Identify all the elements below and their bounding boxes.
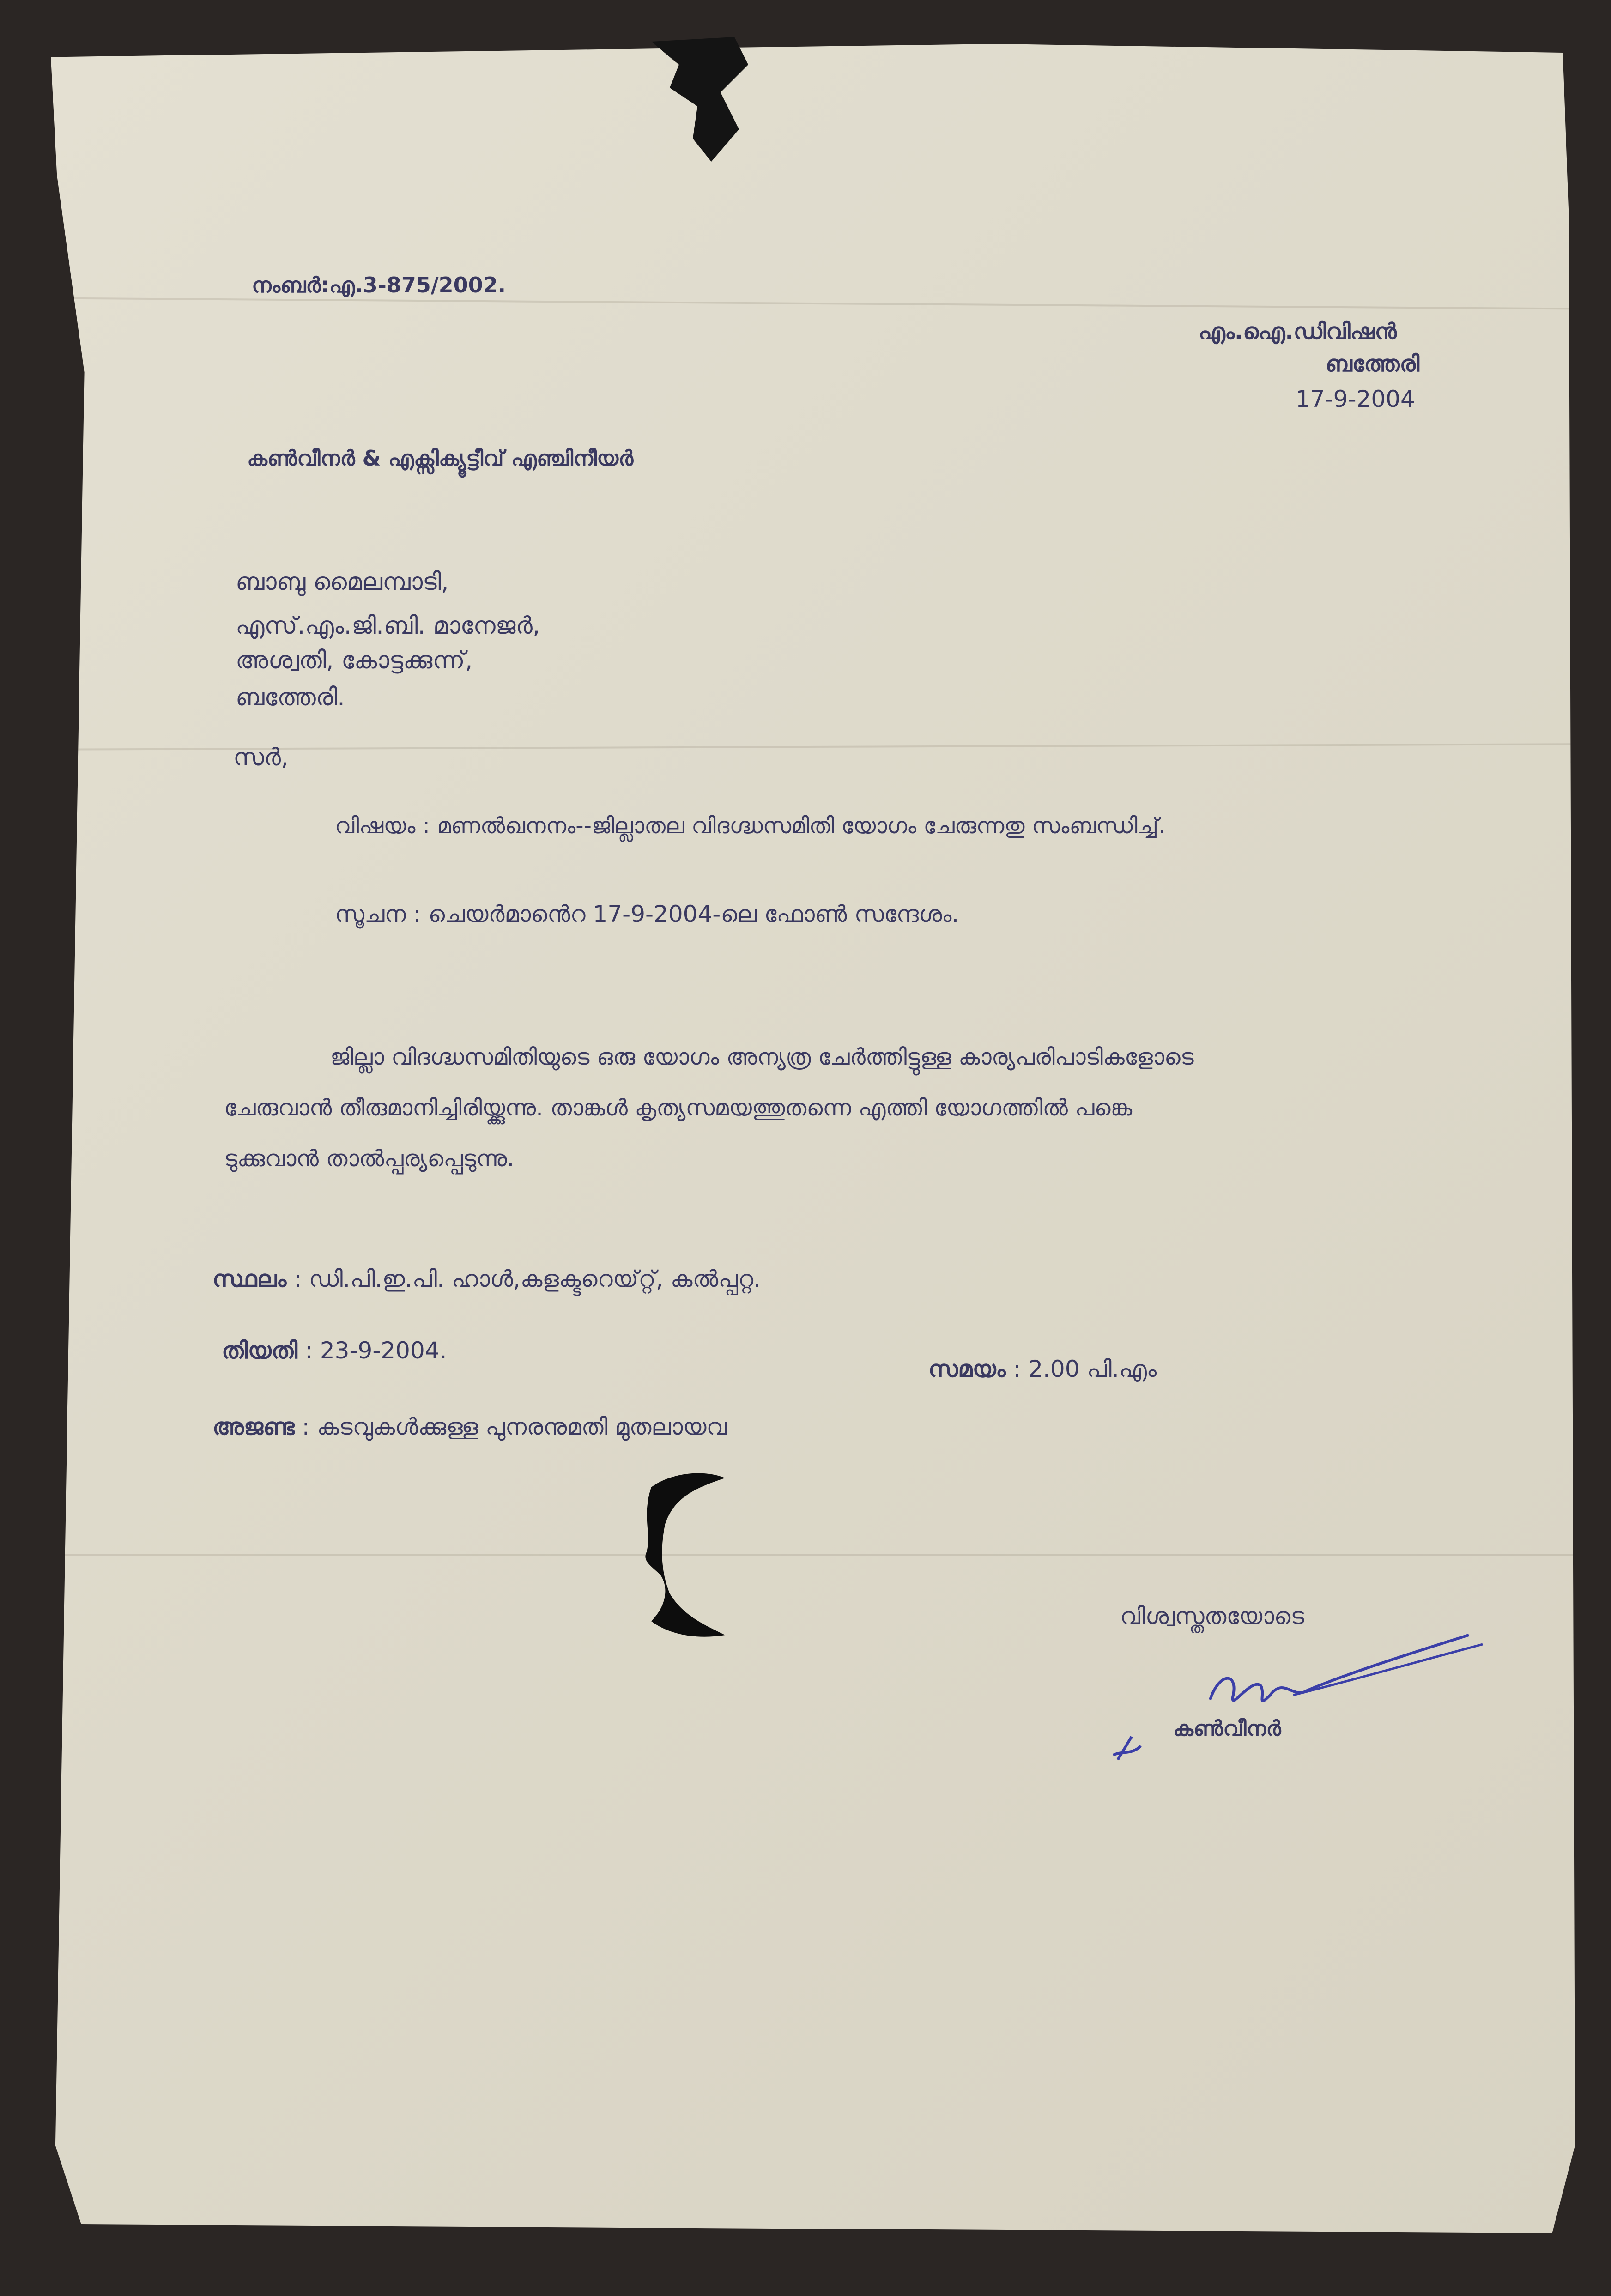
recipient-line: ബാബു മൈലമ്പാടി, [236,568,449,596]
signatory: കൺവീനർ [1173,1716,1281,1741]
venue-line [212,1266,761,1293]
subject-line: വിഷയം : മണൽഖനനം--ജില്ലാതല വിദഗ്ദ്ധസമിതി യോഗം ചേരുന്നതു സംബന്ധിച്ച്. [335,813,1166,839]
salutation: സർ, [233,744,289,771]
punch-hole [633,1469,734,1644]
body-line: ജില്ലാ വിദഗ്ദ്ധസമിതിയുടെ ഒരു യോഗം അന്യത്ര ചേർത്തിട്ടുള്ള കാര്യപരിപാടികളോടെ [330,1044,1194,1070]
recipient-line: അശ്വതി, കോട്ടക്കുന്ന്, [236,647,473,674]
date-label: തിയതി [222,1337,298,1364]
recipient-line: എസ്.എം.ജി.ബി. മാനേജർ, [236,612,540,640]
venue-label: സ്ഥലം [212,1266,287,1292]
torn-hole [642,37,762,166]
recipient-line: ബത്തേരി. [236,684,345,711]
date-value: : 23-9-2004. [305,1337,447,1364]
venue-value: : ഡി.പി.ഇ.പി. ഹാൾ,കളക്ടറെയ്റ്റ്, കൽപ്പറ്റ. [294,1266,761,1292]
time-label: സമയം [928,1356,1006,1382]
office-place: ബത്തേരി [1326,351,1420,377]
body-line: ടുക്കുവാൻ താൽപ്പര്യപ്പെടുന്നു. [224,1145,515,1172]
signature [1099,1621,1492,1792]
sender-title: കൺവീനർ & എക്സിക്യൂട്ടീവ് എഞ്ചിനീയർ [247,446,634,471]
agenda-value: : കടവുകൾക്കുള്ള പുനരനുമതി മുതലായവ [302,1413,727,1440]
reference-line: സൂചന : ചെയർമാൻെറ 17-9-2004-ലെ ഫോൺ സന്ദേശം. [335,901,959,927]
closing: വിശ്വസ്തതയോടെ [1120,1603,1304,1630]
agenda-label: അജണ്ട [212,1413,295,1440]
paper-crease [51,297,1575,309]
agenda-line [212,1413,727,1441]
office-name: എം.ഐ.ഡിവിഷൻ [1199,319,1397,345]
body-line: ചേരുവാൻ തീരുമാനിച്ചിരിയ്ക്കുന്നു. താങ്കൾ കൃത്യസമയത്തുതന്നെ എത്തി യോഗത്തിൽ പങ്കെ [224,1095,1133,1121]
meeting-time-line [928,1356,1157,1383]
reference-number: നംബർ:എ.3-875/2002. [252,273,506,297]
time-value: : 2.00 പി.എം [1013,1356,1157,1382]
meeting-date-line [222,1337,447,1364]
letter-date: 17-9-2004 [1296,386,1415,412]
paper-crease [51,1554,1575,1556]
